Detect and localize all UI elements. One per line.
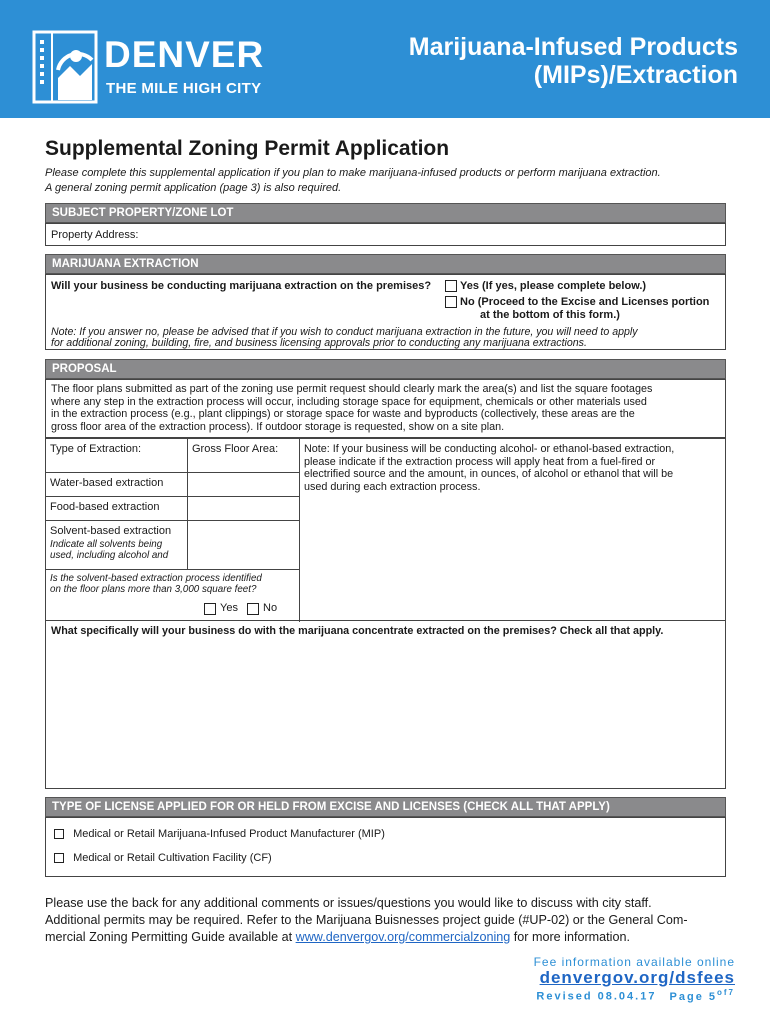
proposal-note [304,443,724,493]
property-address-label: Property Address: [51,229,139,241]
license-option-mip[interactable] [54,828,385,840]
page-of: of7 [717,988,735,997]
extraction-no-label-line2: at the bottom of this form.) [480,309,620,321]
proposal-heading: PROPOSAL [45,359,726,379]
size-no-checkbox[interactable] [247,603,259,615]
page-header [0,0,770,118]
form-intro [45,166,735,196]
proposal-note-line3: electrified source and the amount, in ounces, of alcohol or ethanol that will be [304,468,674,480]
intro-line2: A general zoning permit application (page 3) is also required. [45,182,342,194]
form-title: Supplemental Zoning Permit Application [45,137,450,160]
extraction-note-line1: Note: If you answer no, please be advised that if you wish to conduct marijuana extraction in the future, you will need to apply [51,326,638,338]
denver-logo-icon [32,30,98,104]
size-question-cell [46,570,300,622]
license-section [45,817,726,877]
document-title [409,33,738,89]
brand-tagline: THE MILE HIGH CITY [106,80,262,97]
extraction-heading: MARIJUANA EXTRACTION [45,254,726,274]
proposal-text-line4: gross floor area of the extraction process). If outdoor storage is requested, show on a site plan. [51,420,505,433]
extraction-no-label-line1: No (Proceed to the Excise and Licenses portion [460,296,710,308]
proposal-description [45,379,726,438]
size-question-line2: on the floor plans more than 3,000 square feet? [50,584,257,595]
fee-info-text: Fee information available online [533,955,735,969]
page-label: Page 5 [669,990,717,1003]
extraction-note-line2: for additional zoning, building, fire, and business licensing approvals prior to conducting any marijuana extractions. [51,337,587,349]
proposal-text-line3: in the extraction process (e.g., plant clippings) or storage space for waste and byproducts (collectively, these areas are the [51,408,635,420]
document-title-line1: Marijuana-Infused Products [408,33,738,61]
footer-line2: Additional permits may be required. Refer to the Marijuana Buisnesses project guide (#UP-02) or the General Com- [45,913,688,927]
brand-name: DENVER [104,34,265,75]
solvent-hint-line1: Indicate all solvents being [50,539,163,550]
proposal-note-line1: Note: If your business will be conducting alcohol- or ethanol-based extraction, [304,443,675,455]
extraction-yes-label: Yes (If yes, please complete below.) [460,280,647,292]
revised-date: Revised 08.04.17 [536,990,657,1003]
type-solvent-label: Solvent-based extraction [50,525,172,537]
subject-property-heading: SUBJECT PROPERTY/ZONE LOT [45,203,726,223]
footer-line3-post: for more information. [510,930,630,944]
area-food-field[interactable] [188,497,300,521]
license-mip-checkbox[interactable] [54,829,64,839]
area-header: Gross Floor Area: [188,439,300,473]
proposal-text-line1: The floor plans submitted as part of the zoning use permit request should clearly mark the area(s) and list the square footages [51,383,653,395]
footer-line3 [45,929,735,946]
solvent-hint-line2: used, including alcohol and [50,550,169,561]
footer-line3-pre: mercial Zoning Permitting Guide available at [45,930,296,944]
footer-line1: Please use the back for any additional comments or issues/questions you would like to discuss with city staff. [45,896,652,910]
footer-text [45,895,735,946]
type-header: Type of Extraction: [46,439,188,473]
revision-page-info [536,988,735,1003]
size-no-label: No [263,602,278,614]
extraction-table [45,438,726,621]
area-solvent-field[interactable] [188,521,300,570]
extraction-yes-checkbox[interactable] [445,280,457,292]
license-cf-checkbox[interactable] [54,853,64,863]
proposal-note-line2: please indicate if the extraction process will apply heat from a fuel-fired or [304,455,656,468]
extraction-section [45,274,726,350]
fee-url-link[interactable]: denvergov.org/dsfees [539,968,735,987]
intro-line1: Please complete this supplemental application if you plan to make marijuana-infused products or perform marijuana extraction. [45,167,661,179]
license-heading: TYPE OF LICENSE APPLIED FOR OR HELD FROM EXCISE AND LICENSES (CHECK ALL THAT APPLY) [45,797,726,817]
area-water-field[interactable] [188,473,300,497]
proposal-note-line4: used during each extraction process. [304,480,481,493]
extraction-no-checkbox[interactable] [445,296,457,308]
commercial-zoning-link[interactable]: www.denvergov.org/commercialzoning [295,930,511,944]
document-title-line2: (MIPs)/Extraction [533,61,738,89]
type-water: Water-based extraction [46,473,188,497]
type-food: Food-based extraction [46,497,188,521]
extraction-question: Will your business be conducting marijuana extraction on the premises? [51,280,432,292]
license-cf-label: Medical or Retail Cultivation Facility (CF) [73,852,272,864]
license-option-cf[interactable] [54,852,272,864]
type-solvent [46,521,188,570]
size-question-line1: Is the solvent-based extraction process identified [50,573,262,584]
proposal-text-line2: where any step in the extraction process will occur, including storage space for equipment, chemicals or other materials used [51,395,647,408]
license-mip-label: Medical or Retail Marijuana-Infused Product Manufacturer (MIP) [73,828,385,840]
size-yes-label: Yes [220,602,238,614]
size-yes-checkbox[interactable] [204,603,216,615]
concentrate-question: What specifically will your business do with the marijuana concentrate extracted on the premises? Check all that apply. [51,625,664,637]
concentrate-answer-field[interactable] [45,620,726,789]
property-address-field[interactable] [45,223,726,246]
